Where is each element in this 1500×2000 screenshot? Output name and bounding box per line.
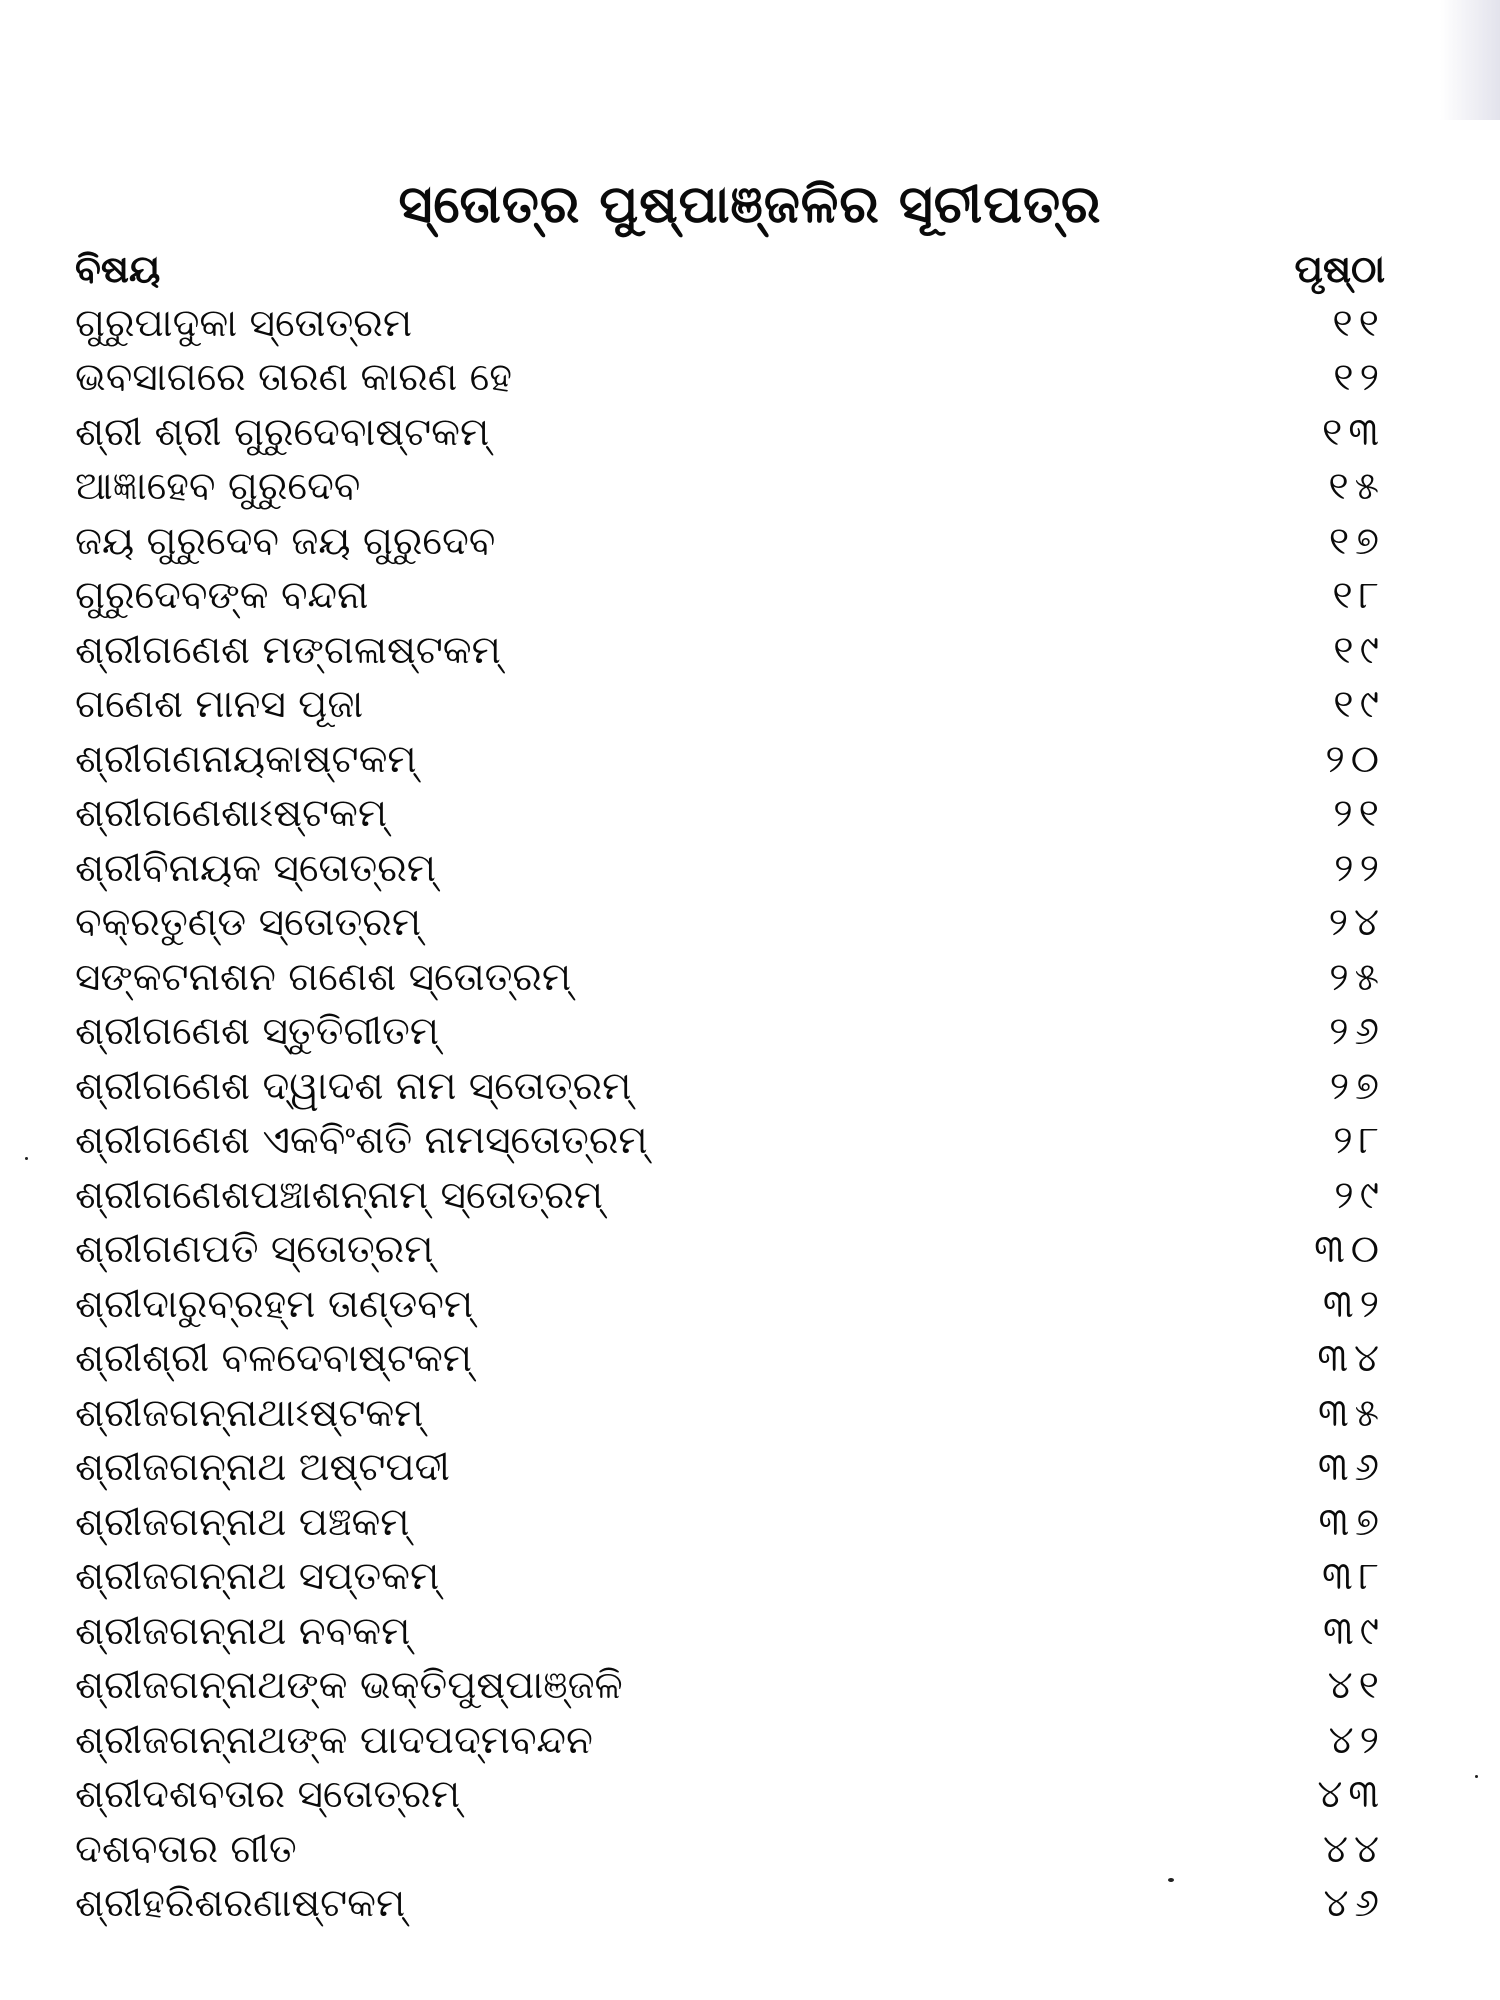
toc-entry-page-number: ୩୦ (1314, 1227, 1385, 1272)
toc-entry-page-number: ୧୨ (1333, 355, 1385, 400)
toc-entry-title: ଶ୍ରୀଗଣେଶ ଏକବିଂଶତି ନାମସ୍ତୋତ୍ରମ୍ (75, 1118, 648, 1163)
toc-entry (75, 1823, 1395, 1878)
toc-entry-title: ଭବସାଗରେ ତାରଣ କାରଣ ହେ (75, 355, 512, 400)
toc-entry-page-number: ୩୫ (1318, 1390, 1385, 1436)
toc-entry-title: ଗୁରୁପାଦୁକା ସ୍ତୋତ୍ରମ (75, 300, 413, 346)
toc-entry (75, 1387, 1395, 1442)
toc-entry-title: ଜୟ ଗୁରୁଦେବ ଜୟ ଗୁରୁଦେବ (75, 518, 496, 564)
toc-entry-page-number: ୨୫ (1329, 954, 1385, 1000)
toc-entry (75, 515, 1395, 570)
toc-entry-title: ଶ୍ରୀଜଗନ୍ନାଥ ନବକମ୍ (75, 1608, 411, 1654)
toc-entry-title: ଶ୍ରୀଗଣେଶ ସ୍ତୁତିଗୀତମ୍ (75, 1009, 439, 1054)
scan-edge-shading (1440, 0, 1500, 120)
toc-entry-page-number: ୩୨ (1322, 1281, 1385, 1327)
page-title: ସ୍ତୋତ୍ର ପୁଷ୍ପାଞ୍ଜଳିର ସୂଚୀପତ୍ର (398, 175, 1102, 235)
toc-entry-page-number: ୪୧ (1327, 1663, 1385, 1708)
toc-entry-title: ଶ୍ରୀଗଣପତି ସ୍ତୋତ୍ରମ୍ (75, 1227, 434, 1272)
toc-entry-page-number: ୩୬ (1317, 1445, 1385, 1490)
toc-entry-title: ଶ୍ରୀଦଶବତାର ସ୍ତୋତ୍ରମ୍ (75, 1772, 461, 1817)
scan-speck (25, 1157, 28, 1160)
toc-entry-title: ଶ୍ରୀ ଶ୍ରୀ ଗୁରୁଦେବାଷ୍ଟକମ୍ (75, 409, 490, 455)
toc-entry-title: ବକ୍ରତୁଣ୍ଡ ସ୍ତୋତ୍ରମ୍ (75, 900, 422, 945)
toc-entry (75, 297, 1395, 352)
subject-column-header: ବିଷୟ (75, 247, 161, 291)
toc-entry (75, 1605, 1395, 1660)
toc-entry-title: ଗୁରୁଦେବଙ୍କ ବନ୍ଦନା (75, 573, 369, 618)
toc-entry-page-number: ୪୬ (1323, 1881, 1385, 1926)
toc-entry (75, 678, 1395, 733)
toc-entry (75, 569, 1395, 624)
scan-speck (1475, 1775, 1478, 1778)
toc-entry-page-number: ୨୯ (1334, 1172, 1385, 1218)
toc-entry-page-number: ୧୯ (1333, 627, 1385, 673)
toc-entry-page-number: ୨୭ (1329, 1063, 1385, 1109)
toc-entry-title: ଶ୍ରୀଜଗନ୍ନାଥ ପଞ୍ଚକମ୍ (75, 1499, 410, 1545)
toc-entry-page-number: ୪୨ (1328, 1717, 1385, 1763)
page-column-header: ପୃଷ୍ଠା (1294, 247, 1385, 291)
toc-entry (75, 1550, 1395, 1605)
toc-entry-title: ଶ୍ରୀଜଗନ୍ନାଥଙ୍କ ଭକ୍ତିପୁଷ୍ପାଞ୍ଜଳି (75, 1663, 623, 1708)
table-of-contents (75, 242, 1395, 1932)
toc-entry-page-number: ୩୪ (1317, 1336, 1385, 1381)
toc-entry-page-number: ୧୩ (1322, 409, 1385, 455)
toc-entry-page-number: ୨୮ (1333, 1118, 1385, 1163)
toc-entry-title: ଶ୍ରୀଶ୍ରୀ ବଳଦେବାଷ୍ଟକମ୍ (75, 1336, 472, 1381)
toc-entry-page-number: ୩୮ (1321, 1554, 1385, 1599)
toc-entry-title: ଶ୍ରୀଜଗନ୍ନାଥଙ୍କ ପାଦପଦ୍ମବନ୍ଦନ (75, 1717, 593, 1763)
toc-entry-page-number: ୪୩ (1317, 1772, 1385, 1817)
toc-entry-title: ସଙ୍କଟନାଶନ ଗଣେଶ ସ୍ତୋତ୍ରମ୍ (75, 954, 572, 1000)
toc-entry (75, 1441, 1395, 1496)
toc-entry (75, 624, 1395, 679)
toc-entry (75, 1877, 1395, 1932)
toc-entry-title: ଶ୍ରୀଗଣେଶାଽଷ୍ଟକମ୍ (75, 791, 388, 836)
toc-entry (75, 460, 1395, 515)
toc-entry-title: ଶ୍ରୀଗଣେଶ ମଙ୍ଗଳାଷ୍ଟକମ୍ (75, 627, 501, 673)
toc-entry-title: ଶ୍ରୀଗଣନାୟକାଷ୍ଟକମ୍ (75, 736, 417, 782)
toc-entry-page-number: ୨୪ (1328, 900, 1385, 945)
toc-entry-title: ଆଜ୍ଞାହେବ ଗୁରୁଦେବ (75, 464, 361, 509)
toc-entry-title: ଶ୍ରୀଜଗନ୍ନାଥ ଅଷ୍ଟପଦୀ (75, 1445, 450, 1490)
toc-entry-page-number: ୪୪ (1323, 1826, 1385, 1872)
toc-entry (75, 1060, 1395, 1115)
toc-entry (75, 1714, 1395, 1769)
toc-entries (75, 297, 1395, 1932)
toc-entry (75, 896, 1395, 951)
toc-entry-page-number: ୩୯ (1322, 1608, 1385, 1654)
toc-entry-title: ଶ୍ରୀଗଣେଶ ଦ୍ୱାଦଶ ନାମ ସ୍ତୋତ୍ରମ୍ (75, 1063, 632, 1109)
toc-entry (75, 733, 1395, 788)
toc-entry (75, 1496, 1395, 1551)
scan-speck (1168, 1878, 1174, 1882)
toc-entry-title: ଶ୍ରୀଦାରୁବ୍ରହ୍ମ ତାଣ୍ଡବମ୍ (75, 1281, 473, 1327)
toc-entry-page-number: ୧୧ (1332, 300, 1385, 346)
toc-entry (75, 351, 1395, 406)
toc-header-row (75, 242, 1395, 297)
toc-entry-title: ଶ୍ରୀଗଣେଶପଞ୍ଚାଶନ୍ନାମ୍ ସ୍ତୋତ୍ରମ୍ (75, 1172, 603, 1218)
toc-entry-page-number: ୨୦ (1325, 736, 1385, 782)
toc-entry-page-number: ୧୫ (1328, 464, 1385, 509)
toc-entry (75, 842, 1395, 897)
toc-entry (75, 1005, 1395, 1060)
toc-entry (75, 406, 1395, 461)
toc-entry-page-number: ୨୬ (1329, 1009, 1385, 1054)
toc-entry-page-number: ୧୯ (1333, 682, 1385, 727)
toc-entry (75, 787, 1395, 842)
toc-entry (75, 1114, 1395, 1169)
toc-entry-title: ଶ୍ରୀବିନାୟକ ସ୍ତୋତ୍ରମ୍ (75, 845, 436, 891)
toc-entry (75, 1768, 1395, 1823)
toc-entry-page-number: ୧୭ (1328, 518, 1385, 564)
toc-entry-page-number: ୨୨ (1334, 845, 1385, 891)
toc-entry-title: ଦଶବତାର ଗୀତ (75, 1826, 297, 1872)
toc-entry (75, 1169, 1395, 1224)
toc-entry-page-number: ୩୭ (1318, 1499, 1385, 1545)
toc-entry (75, 951, 1395, 1006)
toc-entry-title: ଶ୍ରୀହରିଶରଣାଷ୍ଟକମ୍ (75, 1881, 406, 1926)
toc-entry-title: ଗଣେଶ ମାନସ ପୂଜା (75, 682, 364, 727)
toc-entry (75, 1278, 1395, 1333)
toc-entry (75, 1223, 1395, 1278)
toc-entry-title: ଶ୍ରୀଜଗନ୍ନାଥ ସପ୍ତକମ୍ (75, 1554, 440, 1599)
toc-entry-title: ଶ୍ରୀଜଗନ୍ନାଥାଽଷ୍ଟକମ୍ (75, 1390, 424, 1436)
toc-entry-page-number: ୨୧ (1333, 791, 1385, 836)
toc-entry-page-number: ୧୮ (1332, 573, 1385, 618)
toc-entry (75, 1659, 1395, 1714)
toc-entry (75, 1332, 1395, 1387)
